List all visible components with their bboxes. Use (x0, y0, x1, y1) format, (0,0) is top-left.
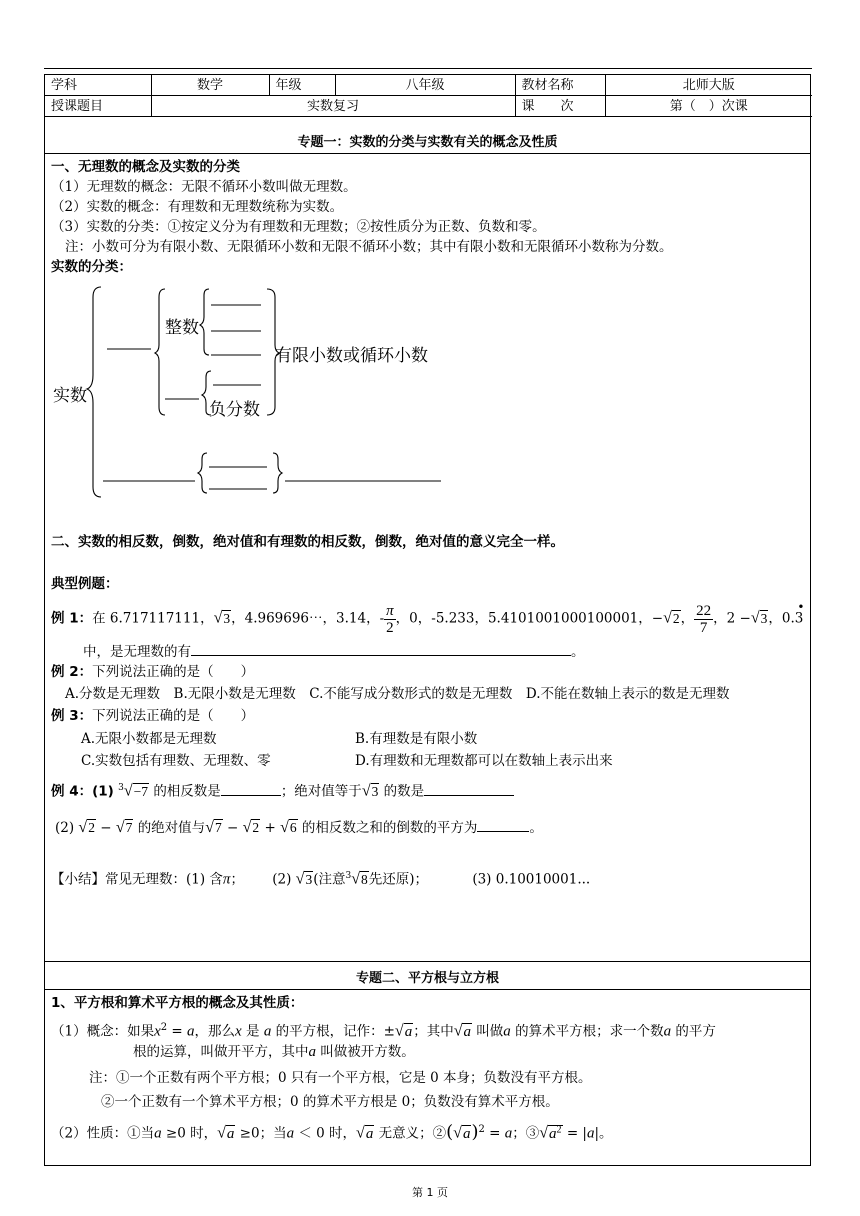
diagram-root: 实数 (53, 386, 87, 406)
summary-text: 先还原)； (368, 871, 429, 888)
brace-rational (155, 289, 165, 415)
topic1-note: 注：小数可分为有限小数、无限循环小数和无限不循环小数；其中有限小数和无限循环小数称为分数。 (65, 239, 673, 255)
brace-integer (200, 289, 209, 355)
divider (45, 961, 810, 962)
lesson-value: 第（ ）次课 (605, 96, 812, 117)
topic1-heading2: 二、实数的相反数，倒数，绝对值和有理数的相反数，倒数，绝对值的意义完全一样。 (51, 534, 564, 550)
p2-text: （2）性质：①当 (51, 1125, 155, 1142)
textbook-label: 教材名称 (515, 75, 605, 96)
ex3-option-d: D.有理数和无理数都可以在数轴上表示出来 (355, 753, 613, 769)
brace-real (87, 287, 101, 497)
lesson-label: 课 次 (515, 96, 605, 117)
topic-value: 实数复习 (151, 96, 515, 117)
answer-blank[interactable] (424, 781, 514, 796)
topic1-para3: （3）实数的分类：①按定义分为有理数和无理数；②按性质分为正数、负数和零。 (51, 219, 546, 235)
summary: 【小结】常见无理数：(1) 含π； (2) √3(注意$^3$√8先还原)； (3) 0.10010001... (51, 870, 591, 888)
ex4-text: ；绝对值等于 (280, 783, 362, 800)
classification-title: 实数的分类： (51, 259, 132, 275)
brace-fraction (202, 371, 211, 415)
examples-title: 典型例题： (51, 576, 119, 592)
topic1-para1: （1）无理数的概念：无限不循环小数叫做无理数。 (51, 179, 357, 195)
divider (45, 153, 810, 154)
example1: 例 1：在 6.717117111，√3，4.969696⋯，3.14，- $\frac{\pi}{2}$ ，0，-5.233，5.4101001000100001，−√2， $\frac{22}{7}$ ，2 −√3，0.3• (51, 600, 805, 636)
ex3-label: 例 3： (51, 708, 93, 724)
top-rule (44, 68, 812, 69)
topic2-para1: （1）概念：如果$x^2 = a$，那么x 是 a 的平方根，记作：±√a；其中√a 叫做a 的算术平方根；求一个数a 的平方 (51, 1022, 716, 1040)
subject-value: 数学 (151, 75, 269, 96)
p2-text: ；③ (512, 1125, 540, 1142)
grade-label: 年级 (269, 75, 335, 96)
brace-irrational-right (273, 453, 282, 493)
ex3-option-a: A.无限小数都是无理数 (81, 731, 217, 747)
summary-label: 【小结】 (51, 871, 105, 888)
topic2-para2: （2）性质：①当a ≥0 时，√a ≥0；当a ＜ 0 时，√a 无意义；$②(√a)^2 = a$；$③√a^2 = |a|$。 (51, 1121, 613, 1143)
example2 (51, 663, 254, 681)
brace-right (267, 289, 279, 415)
ex1-label: 例 1： (51, 610, 93, 627)
example1-line2 (83, 641, 585, 661)
answer-blank[interactable] (221, 781, 281, 796)
p2-text: 。 (599, 1125, 613, 1142)
ex4-2-text: 的绝对值与 (137, 820, 206, 836)
grade-value: 八年级 (335, 75, 515, 96)
diagram-finite-label: 有限小数或循环小数 (275, 346, 428, 366)
p1-text: 的平方 (675, 1023, 716, 1040)
ex1-line2-end: 。 (571, 644, 585, 660)
ex1-text: ， (680, 610, 695, 627)
header-table (45, 75, 812, 117)
p2-text: ≥0；当 (239, 1125, 287, 1142)
p1-text: （1）概念：如果 (51, 1023, 155, 1040)
example4-2: (2) √2 − √7 的绝对值与√7 − √2 + √6 的相反数之和的倒数的平方为 。 (55, 819, 543, 836)
diagram-integer: 整数 (165, 318, 199, 338)
ex1-text: 在 6.717117111， (92, 610, 214, 627)
example2-options: A.分数是无理数 B.无限小数是无理数 C.不能写成分数形式的数是无理数 D.不能在数轴上表示的数是无理数 (65, 686, 730, 702)
topic2-para1-line2: 根的运算，叫做开平方，其中a 叫做被开方数。 (133, 1044, 415, 1060)
topic-label: 授课题目 (45, 96, 151, 117)
p1-line2: 叫做被开方数。 (320, 1044, 415, 1060)
ex4-2-text: 的相反数之和的倒数的平方为 (301, 820, 478, 836)
p1-text: ，那么 (194, 1023, 236, 1040)
summary-text: (3) 0.10010001... (472, 871, 591, 888)
ex1-text: ，4.969696⋯，3.14，- (231, 610, 385, 627)
ex2-text: 下列说法正确的是（ ） (92, 664, 255, 680)
ex2-label: 例 2： (51, 664, 93, 680)
p2-text: ≥0 时， (165, 1125, 218, 1142)
summary-pi: π (222, 871, 231, 888)
subject-label: 学科 (45, 75, 151, 96)
brace-irrational (198, 453, 207, 493)
p2-text: 无意义；② (378, 1125, 447, 1142)
ex4-text: 的相反数是 (153, 783, 221, 800)
ex4-2-label: (2) (55, 820, 75, 836)
divider (45, 989, 810, 990)
p1-text: 叫做 (476, 1023, 504, 1040)
p1-text: 是 (246, 1023, 260, 1040)
answer-blank[interactable] (191, 641, 571, 656)
ex1-text: ，0，-5.233，5.4101001000100001，− (395, 610, 664, 627)
example4-1: 例 4：(1) $^3$√−7 的相反数是 ；绝对值等于√3 的数是 (51, 777, 514, 803)
summary-text: 常见无理数：(1) 含 (105, 871, 223, 888)
summary-text: (注意 (313, 871, 346, 888)
summary-text: (2) (272, 871, 292, 888)
diagram-negative-fraction: 负分数 (209, 400, 260, 420)
topic2-title: 专题二、平方根与立方根 (355, 971, 499, 986)
p1-line2: 根的运算，叫做开平方，其中 (133, 1044, 309, 1060)
textbook-value: 北师大版 (605, 75, 812, 96)
p1-text: ；其中 (413, 1023, 454, 1040)
ex3-option-c: C.实数包括有理数、无理数、零 (81, 753, 271, 769)
ex1-line2-text: 中，是无理数的有 (83, 644, 191, 660)
p2-text: ＜ 0 时， (298, 1125, 357, 1142)
ex4-label: 例 4：(1) (51, 783, 114, 800)
ex1-text: ，0.3 (768, 610, 804, 627)
ex1-text: ，2 − (713, 610, 751, 627)
classification-diagram (45, 275, 485, 505)
lesson-sheet (44, 74, 811, 1166)
topic2-note2: ②一个正数有一个算术平方根；0 的算术平方根是 0；负数没有算术平方根。 (101, 1094, 559, 1110)
p1-text: 的算术平方根；求一个数 (515, 1023, 664, 1040)
answer-blank[interactable] (477, 817, 529, 832)
summary-text: ； (230, 871, 244, 888)
topic2-heading1: 1、平方根和算术平方根的概念及其性质： (51, 995, 304, 1011)
topic1-heading1: 一、无理数的概念及实数的分类 (51, 159, 240, 175)
topic2-note1: 注：①一个正数有两个平方根；0 只有一个平方根，它是 0 本身；负数没有平方根。 (89, 1070, 592, 1086)
ex3-text: 下列说法正确的是（ ） (92, 708, 255, 724)
ex1-fraction-22-7: $\frac{22}{7}$ (696, 602, 712, 636)
p1-text: 的平方根，记作：± (275, 1023, 395, 1040)
page-footer: 第 1 页 (412, 1186, 448, 1199)
example3 (51, 707, 254, 725)
ex4-2-end: 。 (529, 820, 543, 836)
ex1-fraction-pi: $\frac{\pi}{2}$ (386, 602, 394, 636)
ex3-option-b: B.有理数是有限小数 (355, 731, 478, 747)
topic1-title: 专题一：实数的分类与实数有关的概念及性质 (297, 135, 558, 150)
topic1-para2: （2）实数的概念：有理数和无理数统称为实数。 (51, 199, 344, 215)
ex4-text: 的数是 (383, 783, 425, 800)
